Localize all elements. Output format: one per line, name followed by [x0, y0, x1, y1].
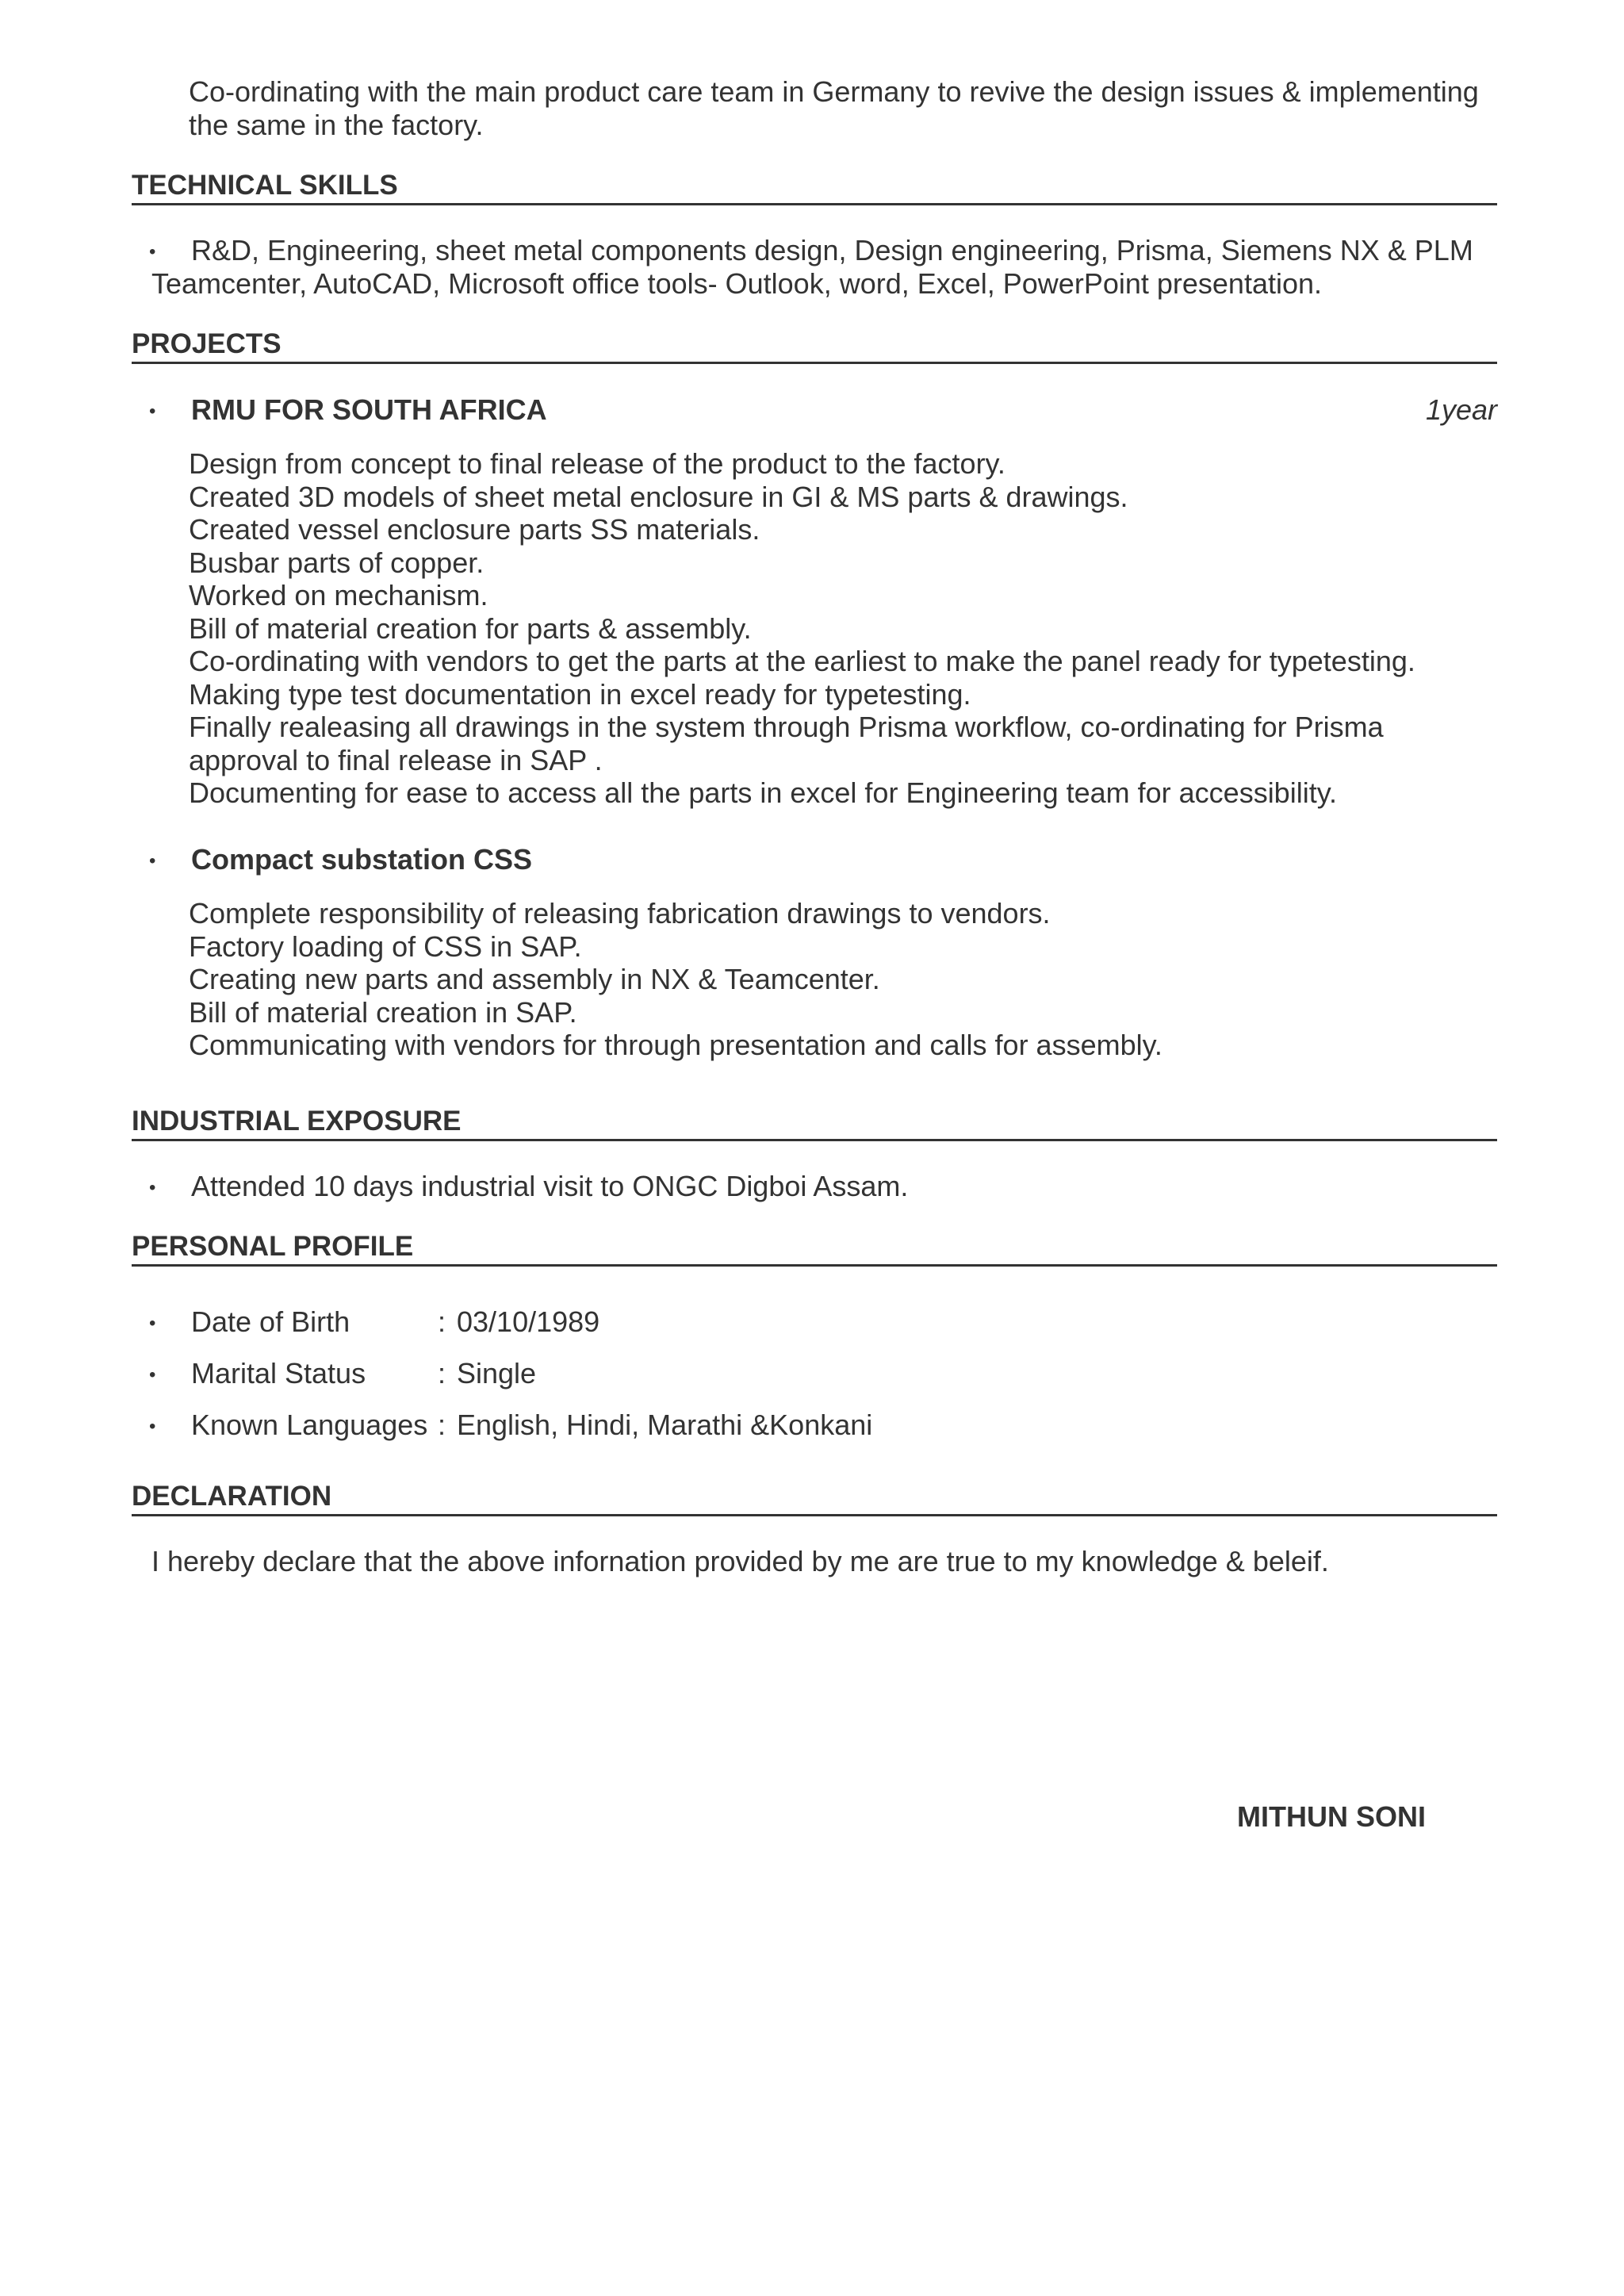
profile-separator: :	[438, 1409, 446, 1441]
skills-line: Teamcenter, AutoCAD, Microsoft office tools- Outlook, word, Excel, PowerPoint presentation.	[151, 267, 1323, 300]
intro-line: Co-ordinating with the main product care team in Germany to revive the design issues & implementing	[189, 75, 1479, 108]
profile-value: 03/10/1989	[457, 1305, 600, 1338]
detail-line: Complete responsibility of releasing fabrication drawings to vendors.	[189, 897, 1051, 930]
intro-line: the same in the factory.	[189, 108, 484, 141]
profile-label: Marital Status	[191, 1357, 366, 1389]
project-details	[189, 447, 1415, 810]
bullet-icon: •	[149, 1416, 156, 1437]
detail-line: Bill of material creation in SAP.	[189, 995, 577, 1029]
project-duration: 1year	[1425, 393, 1497, 426]
project-title: Compact substation CSS	[191, 843, 533, 876]
bullet-icon: •	[149, 1177, 156, 1198]
personal-profile-heading: PERSONAL PROFILE	[132, 1231, 1497, 1267]
exposure-item: Attended 10 days industrial visit to ONGC Digboi Assam.	[191, 1170, 909, 1202]
detail-line: Worked on mechanism.	[189, 579, 488, 611]
detail-line: Co-ordinating with vendors to get the parts at the earliest to make the panel ready for typetesting.	[189, 645, 1415, 677]
detail-line: Finally realeasing all drawings in the system through Prisma workflow, co-ordinating for Prisma	[189, 711, 1384, 743]
detail-line: Bill of material creation for parts & assembly.	[189, 611, 752, 645]
profile-separator: :	[438, 1357, 446, 1389]
profile-value: English, Hindi, Marathi &Konkani	[457, 1409, 873, 1441]
project-details	[189, 897, 1162, 1062]
bullet-icon: •	[149, 241, 156, 263]
profile-label: Date of Birth	[191, 1305, 350, 1338]
detail-line: Documenting for ease to access all the parts in excel for Engineering team for accessibility.	[189, 776, 1338, 809]
detail-line: Making type test documentation in excel ready for typetesting.	[189, 677, 971, 711]
detail-line: Busbar parts of copper.	[189, 546, 485, 579]
profile-value: Single	[457, 1357, 537, 1389]
signature-name: MITHUN SONI	[1237, 1800, 1426, 1833]
declaration-heading: DECLARATION	[132, 1481, 1497, 1516]
detail-line: Factory loading of CSS in SAP.	[189, 930, 582, 963]
detail-line: Design from concept to final release of the product to the factory.	[189, 447, 1005, 480]
technical-skills-heading: TECHNICAL SKILLS	[132, 170, 1497, 205]
detail-line: Created 3D models of sheet metal enclosure in GI & MS parts & drawings.	[189, 480, 1128, 513]
bullet-icon: •	[149, 401, 156, 422]
declaration-text: I hereby declare that the above infornation provided by me are true to my knowledge & beleif.	[151, 1545, 1329, 1577]
detail-line: Created vessel enclosure parts SS materials.	[189, 513, 760, 546]
detail-line: Communicating with vendors for through presentation and calls for assembly.	[189, 1029, 1162, 1061]
bullet-icon: •	[149, 1313, 156, 1334]
industrial-exposure-heading: INDUSTRIAL EXPOSURE	[132, 1106, 1497, 1141]
profile-label: Known Languages	[191, 1409, 428, 1441]
profile-separator: :	[438, 1305, 446, 1338]
intro-paragraph	[189, 75, 1497, 141]
detail-line: Creating new parts and assembly in NX & Teamcenter.	[189, 963, 880, 995]
projects-heading: PROJECTS	[132, 328, 1497, 364]
detail-line: approval to final release in SAP .	[189, 743, 603, 776]
bullet-icon: •	[149, 1364, 156, 1386]
skills-line: R&D, Engineering, sheet metal components design, Design engineering, Prisma, Siemens NX & PLM	[191, 234, 1473, 266]
bullet-icon: •	[149, 850, 156, 872]
project-title: RMU FOR SOUTH AFRICA	[191, 393, 547, 426]
